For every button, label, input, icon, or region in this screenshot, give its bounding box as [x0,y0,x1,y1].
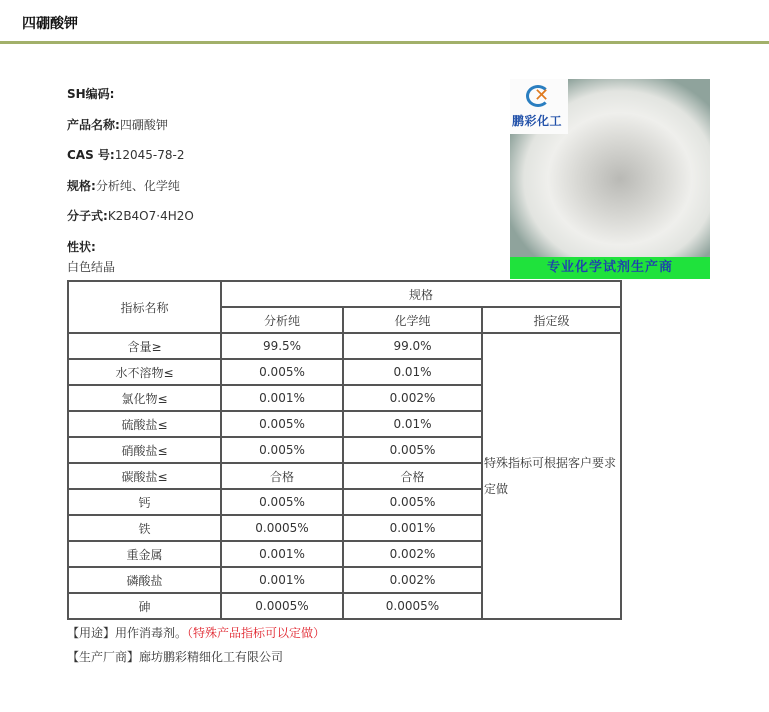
usage-line [67,624,325,641]
row-name: 砷 [68,593,221,619]
row-cp: 0.002% [343,567,482,593]
spec-row [67,178,194,209]
photo-banner: 专业化学试剂生产商 [510,257,710,279]
formula-row [67,208,194,239]
row-name: 含量≥ [68,333,221,359]
row-ar: 0.001% [221,541,343,567]
title-bar [0,0,769,44]
row-name: 水不溶物≤ [68,359,221,385]
cas-row [67,147,194,178]
appearance-label: 性状: [67,239,96,254]
row-ar: 0.001% [221,567,343,593]
row-ar: 0.0005% [221,515,343,541]
row-cp: 合格 [343,463,482,489]
product-name-label: 产品名称: [67,117,120,132]
usage-note: （特殊产品指标可以定做） [187,626,326,640]
product-name-row [67,117,194,148]
row-cp: 99.0% [343,333,482,359]
cas-label: CAS 号: [67,148,115,162]
logo-mark-icon: ✕ [534,85,550,106]
usage-text: 用作消毒剂。 [115,626,188,640]
header-grade-ar: 分析纯 [221,307,343,333]
product-info [67,86,194,274]
manufacturer-text: 廊坊鹏彩精细化工有限公司 [139,650,284,664]
row-ar: 0.001% [221,385,343,411]
row-cp: 0.001% [343,515,482,541]
custom-grade-note-text: 特殊指标可根据客户要求定做 [484,456,617,496]
table-header-row [68,281,621,307]
logo-text: 鹏彩化工 [512,114,563,128]
row-cp: 0.005% [343,489,482,515]
sh-code-row [67,86,194,117]
manufacturer-label: 【生产厂商】 [67,650,140,664]
product-name-value: 四硼酸钾 [119,117,168,132]
cas-value: 12045-78-2 [114,148,185,162]
formula-label: 分子式: [67,209,108,223]
row-name: 重金属 [68,541,221,567]
row-name: 碳酸盐≤ [68,463,221,489]
formula-value: K2B4O7·4H2O [107,209,194,223]
row-ar: 0.005% [221,359,343,385]
usage-label: 【用途】 [67,626,116,640]
row-cp: 0.005% [343,437,482,463]
row-name: 硝酸盐≤ [68,437,221,463]
page-title: 四硼酸钾 [22,16,78,32]
header-grade-cp: 化学纯 [343,307,482,333]
row-cp: 0.01% [343,359,482,385]
row-name: 磷酸盐 [68,567,221,593]
row-ar: 0.005% [221,437,343,463]
row-name: 铁 [68,515,221,541]
custom-grade-note [482,333,621,619]
spec-value: 分析纯、化学纯 [95,178,180,193]
row-ar: 99.5% [221,333,343,359]
table-row [68,333,621,359]
row-cp: 0.002% [343,541,482,567]
row-cp: 0.0005% [343,593,482,619]
row-cp: 0.002% [343,385,482,411]
header-grade-custom: 指定级 [482,307,621,333]
row-ar: 0.005% [221,489,343,515]
row-cp: 0.01% [343,411,482,437]
row-name: 氯化物≤ [68,385,221,411]
spec-label: 规格: [67,178,96,193]
spec-table [67,280,622,620]
row-ar: 合格 [221,463,343,489]
row-ar: 0.0005% [221,593,343,619]
row-ar: 0.005% [221,411,343,437]
company-logo [510,79,568,134]
header-spec: 规格 [221,281,621,307]
header-indicator-name: 指标名称 [68,281,221,333]
product-photo [510,79,710,279]
manufacturer-line [67,648,283,665]
row-name: 硫酸盐≤ [68,411,221,437]
sh-code-label: SH编码: [67,87,115,101]
row-name: 钙 [68,489,221,515]
appearance-value: 白色结晶 [67,260,116,274]
